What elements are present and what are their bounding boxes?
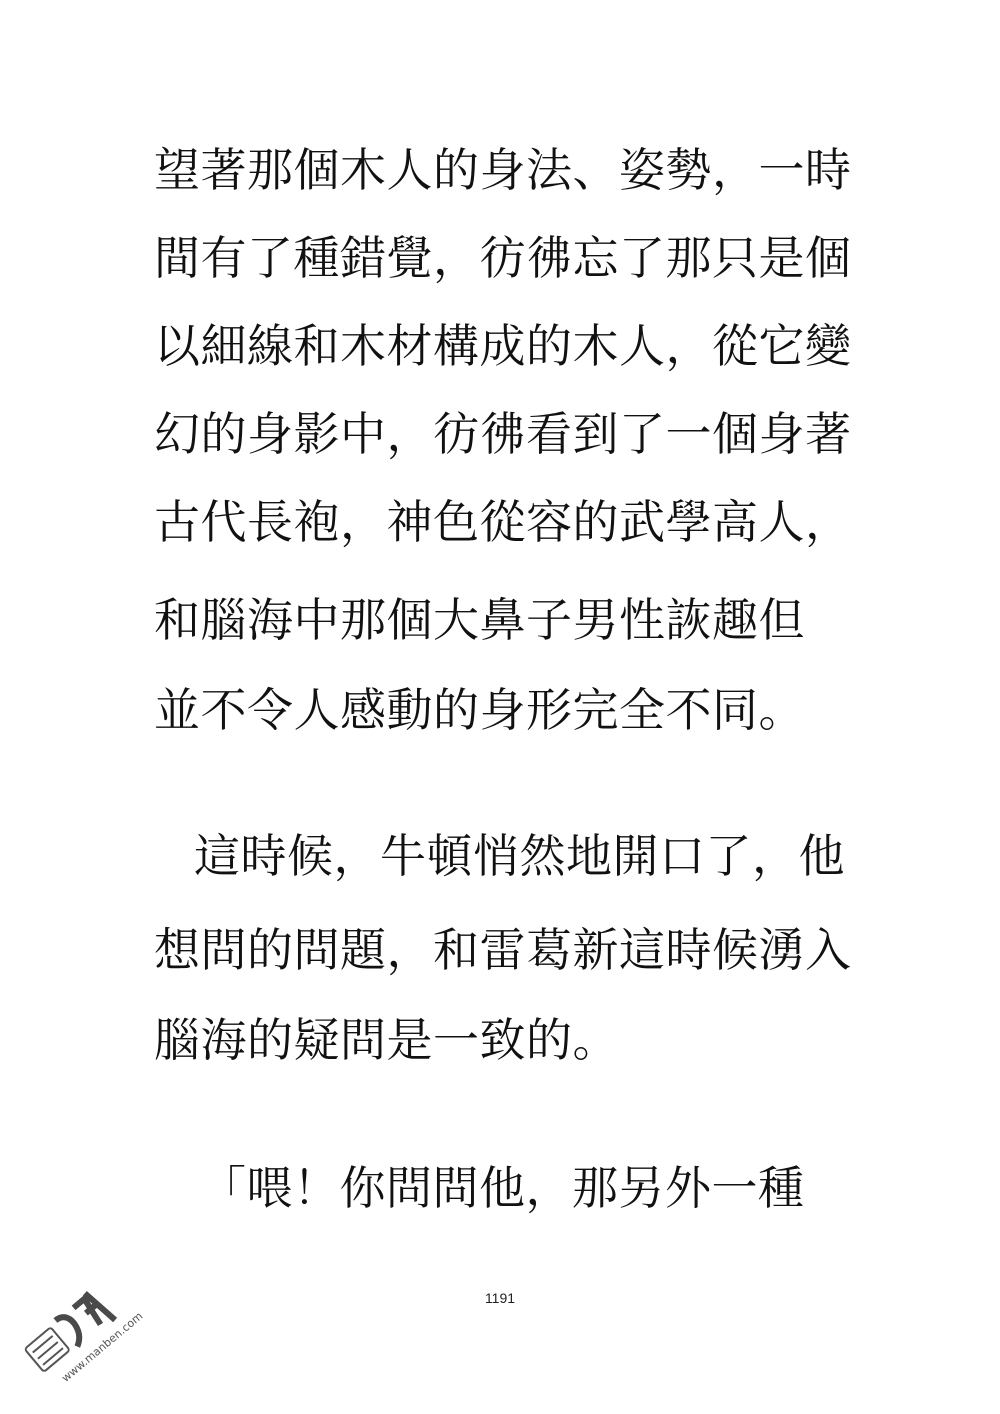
watermark-icon xyxy=(8,1255,158,1405)
text-line: 並不令人感動的身形完全不同。 xyxy=(154,683,805,737)
text-line: 間有了種錯覺，彷彿忘了那只是個 xyxy=(154,231,852,285)
watermark-url: www.manben.com xyxy=(59,1309,146,1385)
text-line: 以細線和木材構成的木人，從它變 xyxy=(154,319,852,373)
page-number: 1191 xyxy=(484,1290,516,1306)
text-line: 望著那個木人的身法、姿勢，一時 xyxy=(154,143,852,197)
text-line: 這時候，牛頓悄然地開口了，他 xyxy=(194,829,845,883)
text-line: 和腦海中那個大鼻子男性詼趣但 xyxy=(154,593,805,647)
text-line: 幻的身影中，彷彿看到了一個身著 xyxy=(154,407,852,461)
watermark-logo xyxy=(8,1255,158,1405)
text-line: 「喂！你問問他，那另外一種 xyxy=(200,1161,805,1215)
text-line: 腦海的疑問是一致的。 xyxy=(154,1013,619,1067)
text-line: 古代長袍，神色從容的武學高人， xyxy=(154,495,852,549)
text-line: 想問的問題，和雷葛新這時候湧入 xyxy=(154,923,852,977)
